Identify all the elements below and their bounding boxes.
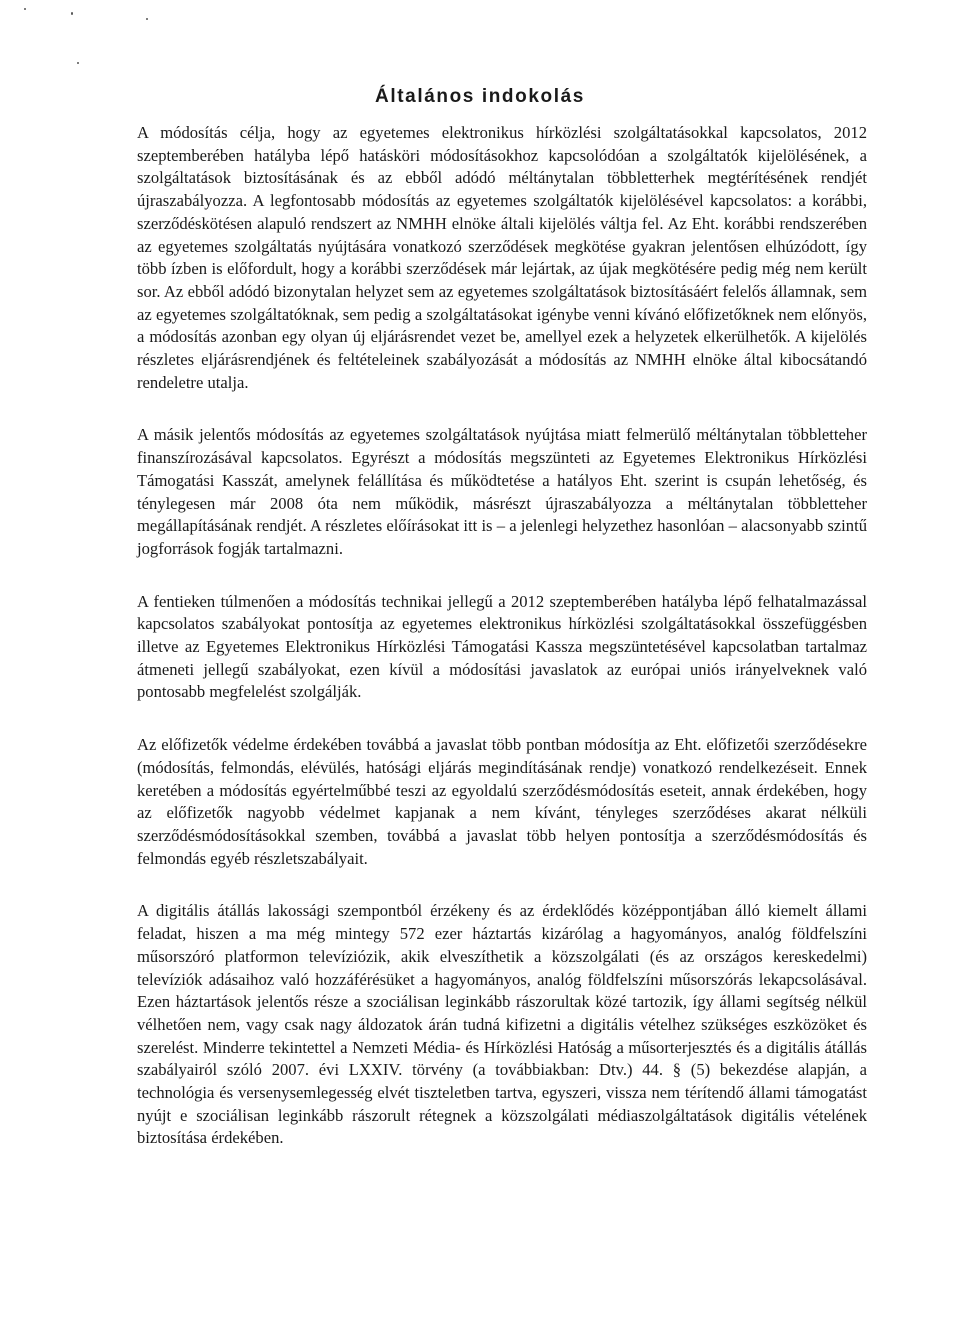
document-title: Általános indokolás [375, 86, 585, 107]
scan-speck [71, 12, 73, 15]
paragraph-1: A módosítás célja, hogy az egyetemes elektronikus hírközlési szolgáltatásokkal kapcsolatos, 2012 szeptemberében hatályba lépő hatásköri módosításokhoz kapcsolódóan a szolgáltatók kijelölésének, a szolgáltatások biztosításának és az ebből adódó méltánytalan többletterhek megtérítésének rendjét újraszabályozza. A legfontosabb módosítás az egyetemes szolgáltatók kijelölésével kapcsolatos: a korábbi, szerződéskötésen alapuló rendszert az NMHH elnöke általi kijelölés váltja fel. Az Eht. korábbi rendszerében az egyetemes szolgáltatás nyújtására vonatkozó szerződések megkötése gyakran jelentősen elhúzódott, így több ízben is előfordult, hogy a korábbi szerződések már lejártak, az újak megkötésére pedig még nem került sor. Az ebből adódó bizonytalan helyzet sem az egyetemes szolgáltatások biztosításáért felelős államnak, sem az egyetemes szolgáltatóknak, sem pedig a szolgáltatásokat igénybe venni kívánó előfizetőknek nem előnyös, a módosítás azonban egy olyan új eljárásrendet vezet be, amellyel ezek a helyzetek elkerülhetők. A kijelölés részletes eljárásrendjének és feltételeinek szabályozását a módosítás az NMHH elnöke által kibocsátandó rendeletre utalja. [137, 123, 867, 392]
paragraph-4: Az előfizetők védelme érdekében továbbá a javaslat több pontban módosítja az Eht. előfizetői szerződésekre (módosítás, felmondás, elévülés, hatósági eljárás megindításának rendje) vonatkozó rendelkezéseit. Ennek keretében a módosítás egyértelműbbé teszi az egyoldalú szerződésmódosítás eseteit, annak érdekében, hogy az előfizetők nagyobb védelmet kapjanak a nem kívánt, tényleges szerződéses akarat nélküli szerződésmódosításokkal szemben, továbbá a javaslat több helyen pontosítja a szerződésmódosítás és felmondás egyéb részletszabályait. [137, 735, 867, 868]
scan-speck [24, 8, 26, 10]
scan-speck [77, 62, 79, 64]
paragraph-2: A másik jelentős módosítás az egyetemes szolgáltatások nyújtása miatt felmerülő méltánytalan többletteher finanszírozásával kapcsolatos. Egyrészt a módosítás megszünteti az Egyetemes Elektronikus Hírközlési Támogatási Kasszát, amelynek felállítása és működtetése a hatályos Eht. szerint is csupán lehetőség, és ténylegesen már 2008 óta nem működik, másrészt újraszabályozza a méltánytalan többletteher megállapításának rendjét. A részletes előírásokat itt is – a jelenlegi helyzethez hasonlóan – alacsonyabb szintű jogforrások fogják tartalmazni. [137, 425, 867, 558]
paragraph-3: A fentieken túlmenően a módosítás technikai jellegű a 2012 szeptemberében hatályba lépő felhatalmazással kapcsolatos szabályokat pontosítja az egyetemes elektronikus hírközlési szolgáltatásokkal összefüggésben illetve az Egyetemes Elektronikus Hírközlési Támogatási Kassza megszüntetésével kapcsolatban tartalmaz átmeneti jellegű szabályokat, ezen kívül a módosítási javaslatok az európai uniós irányelveknek való pontosabb megfelelést szolgálják. [137, 591, 867, 702]
paragraph-5: A digitális átállás lakossági szempontból érzékeny és az érdeklődés középpontjában álló kiemelt állami feladat, hiszen a ma még mintegy 572 ezer háztartás kizárólag a hagyományos, analóg földfelszíni műsorszóró platformon televíziózik, akik elveszíthetik a közszolgálati (és az országos kereskedelmi) televíziók adásaihoz való hozzáférésüket a hagyományos, analóg földfelszíni műsorszórás lekapcsolásával. Ezen háztartások jelentős része a szociálisan leginkább rászorultak közé tartozik, így állami segítség nélkül vélhetően nem, vagy csak nagy áldozatok árán tudná kifizetni a digitális vételhez szükséges eszközöket és szerelést. Minderre tekintettel a Nemzeti Média- és Hírközlési Hatóság a műsorterjesztés és a digitális átállás szabályairól szóló 2007. évi LXXIV. törvény (a továbbiakban: Dtv.) 44. § (5) bekezdése alapján, a technológia és versenysemlegesség elvét tiszteletben tartva, egyszeri, vissza nem térítendő állami támogatást nyújt e szociálisan leginkább rászorult rétegnek a közszolgálati médiaszolgáltatások digitális vételének biztosítása érdekében. [137, 901, 867, 1148]
document-body [137, 122, 867, 1150]
scan-speck [146, 18, 148, 20]
